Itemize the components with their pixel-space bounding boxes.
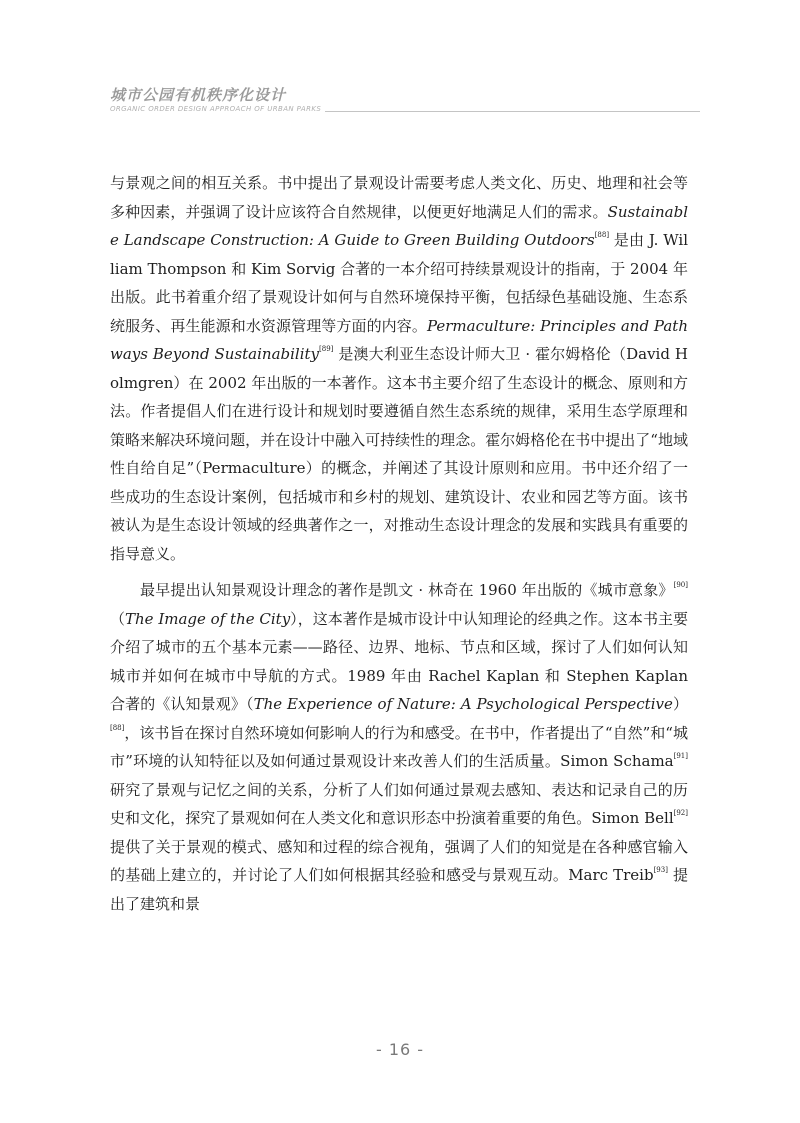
header-subtitle: ORGANIC ORDER DESIGN APPROACH OF URBAN PARKS <box>110 105 322 113</box>
paragraph-2 <box>110 576 688 918</box>
text-run: ），这本著作是城市设计中认知理论的经典之作。这本书主要介绍了城市的五个基本元素——路径、边界、地标、节点和区域，探讨了人们如何认知城市并如何在城市中导航的方式。1989 年由 Rachel Kaplan 和 Stephen Kaplan 合著的《认知景观》（ <box>110 609 688 713</box>
book-title: The Image of the City <box>125 609 291 628</box>
book-title: Permaculture: Principles and Pathways Beyond Sustainability <box>110 316 688 363</box>
book-title: The Experience of Nature: A Psychological Perspective <box>253 695 673 713</box>
citation-ref: [88] <box>594 231 610 239</box>
citation-ref: [90] <box>673 581 688 589</box>
citation-ref: [92] <box>673 809 688 817</box>
text-run: ，该书旨在探讨自然环境如何影响人的行为和感受。在书中，作者提出了“自然”和“城市”环境的认知特征以及如何通过景观设计来改善人们的生活质量。Simon Schama <box>110 723 688 770</box>
citation-ref: [89] <box>319 345 334 353</box>
header-rule <box>325 111 700 112</box>
book-title: Sustainable Landscape Construction: A Guide to Green Building Outdoors <box>110 202 688 249</box>
body-text <box>110 169 688 918</box>
text-run: 最早提出认知景观设计理念的著作是凯文 · 林奇在 1960 年出版的《城市意象》 <box>140 581 674 599</box>
text-run: 提供了关于景观的模式、感知和过程的综合视角，强调了人们的知觉是在各种感官输入的基础上建立的，并讨论了人们如何根据其经验和感受与景观互动。Marc Treib <box>110 837 688 884</box>
text-run: ） <box>672 695 688 713</box>
running-header <box>110 86 700 114</box>
citation-ref: [91] <box>673 752 688 760</box>
header-title: 城市公园有机秩序化设计 <box>110 86 287 104</box>
text-run: 是由 J. William Thompson 和 Kim Sorvig 合著的一本介绍可持续景观设计的指南，于 2004 年出版。此书着重介绍了景观设计如何与自然环境保持平衡，包括绿色基础设施、生态系统服务、再生能源和水资源管理等方面的内容。 <box>110 231 689 335</box>
text-run: 研究了景观与记忆之间的关系，分析了人们如何通过景观去感知、表达和记录自己的历史和文化，探究了景观如何在人类文化和意识形态中扮演着重要的角色。Simon Bell <box>110 780 688 827</box>
text-run: 是澳大利亚生态设计师大卫 · 霍尔姆格伦（David Holmgren）在 2002 年出版的一本著作。这本书主要介绍了生态设计的概念、原则和方法。作者提倡人们在进行设计和规划时要遵循自然生态系统的规律，采用生态学原理和策略来解决环境问题，并在设计中融入可持续性的理念。霍尔姆格伦在书中提出了“地域性自给自足”（Permaculture）的概念，并阐述了其设计原则和应用。书中还介绍了一些成功的生态设计案例，包括城市和乡村的规划、建筑设计、农业和园艺等方面。该书被认为是生态设计领域的经典著作之一，对推动生态设计理念的发展和实践具有重要的指导意义。 <box>110 345 688 563</box>
text-run: （ <box>110 609 126 628</box>
page-number: - 16 - <box>375 1040 425 1059</box>
text-run: 与景观之间的相互关系。书中提出了景观设计需要考虑人类文化、历史、地理和社会等多种因素，并强调了设计应该符合自然规律，以便更好地满足人们的需求。 <box>110 174 688 221</box>
text-run: 提出了建筑和景 <box>110 866 688 913</box>
citation-ref: [93] <box>653 866 668 874</box>
paragraph-1 <box>110 169 688 568</box>
citation-ref: [88] <box>110 723 125 732</box>
